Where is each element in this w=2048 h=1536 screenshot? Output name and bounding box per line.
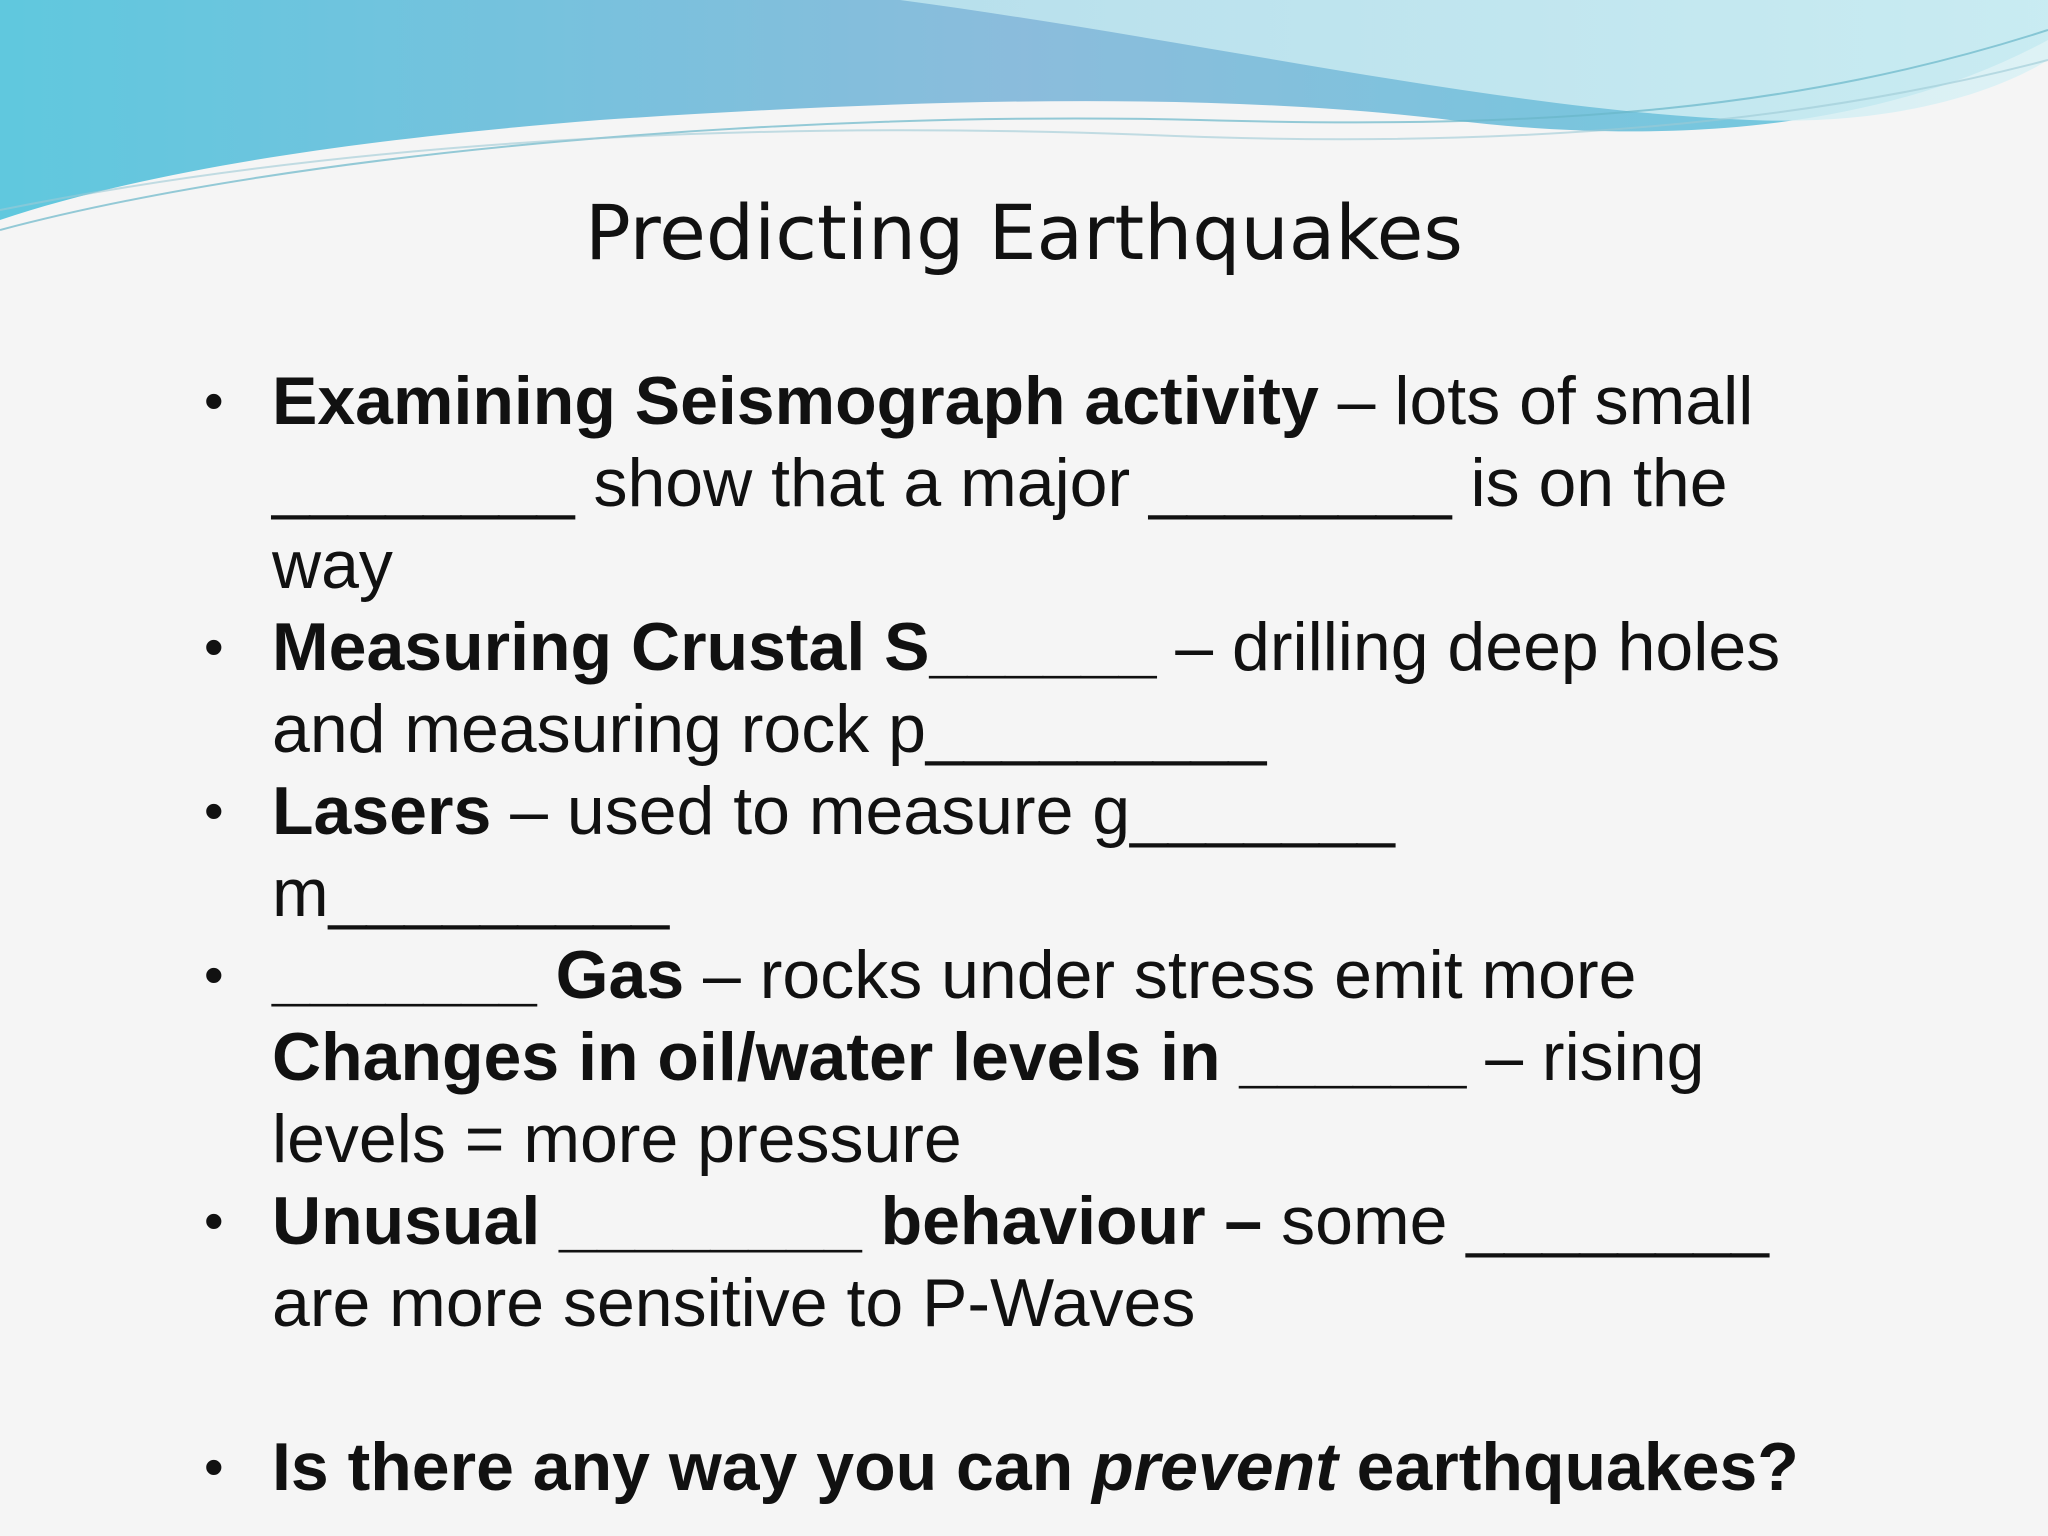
- list-item: [200, 1180, 1800, 1344]
- bullet-text: – used to measure g_______ m_________: [272, 773, 1395, 931]
- list-item: [200, 360, 1800, 606]
- bullet-text: – drilling deep holes and measuring rock p_________: [272, 609, 1781, 767]
- emphasis-text: prevent: [1092, 1429, 1338, 1505]
- bullet-text: – lots of small ________ show that a major ________ is on the way: [272, 363, 1754, 603]
- bullet-list: [200, 360, 1800, 1508]
- bullet-heading: Examining Seismograph activity: [272, 363, 1319, 439]
- bullet-text: – rocks under stress emit more: [684, 937, 1637, 1013]
- bullet-heading: Unusual ________ behaviour –: [272, 1183, 1263, 1259]
- bullet-heading: Measuring Crustal S______: [272, 609, 1157, 685]
- list-item: [200, 606, 1800, 770]
- list-item: [200, 1016, 1800, 1180]
- bullet-heading: _______ Gas: [272, 937, 685, 1013]
- question-text-end: earthquakes?: [1337, 1429, 1799, 1505]
- bullet-text: some ________ are more sensitive to P-Waves: [272, 1183, 1769, 1341]
- question-text: Is there any way you can: [272, 1429, 1093, 1505]
- list-item: [200, 770, 1800, 934]
- bullet-text: – rising levels = more pressure: [272, 1019, 1705, 1177]
- slide-title: Predicting Earthquakes: [585, 188, 1463, 277]
- list-item: [200, 1426, 1800, 1508]
- bullet-heading: Changes in oil/water levels in ______: [272, 1019, 1467, 1095]
- list-item: [200, 934, 1800, 1016]
- bullet-heading: Lasers: [272, 773, 492, 849]
